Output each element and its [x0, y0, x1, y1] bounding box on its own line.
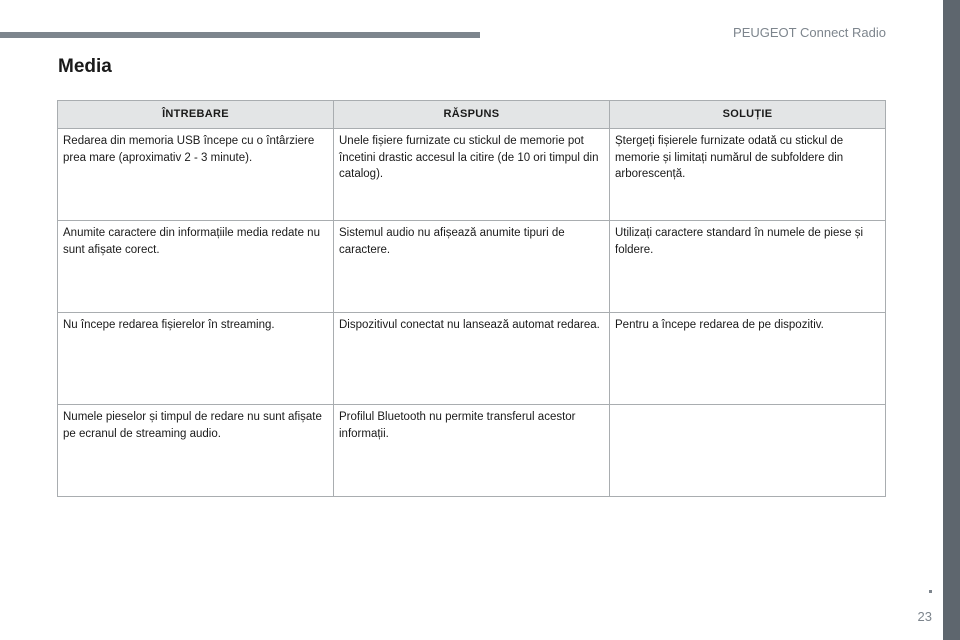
section-title: Media [58, 56, 112, 77]
solution-cell [610, 405, 886, 497]
table-row [58, 313, 886, 405]
header-rule [0, 32, 480, 38]
running-header: PEUGEOT Connect Radio [733, 25, 886, 40]
table-row [58, 405, 886, 497]
column-header-question: ÎNTREBARE [58, 101, 334, 129]
question-cell: Numele pieselor și timpul de redare nu sunt afișate pe ecranul de streaming audio. [58, 405, 334, 497]
troubleshooting-table [57, 100, 886, 497]
solution-cell: Ștergeți fișierele furnizate odată cu stickul de memorie și limitați numărul de subfoldere din arborescență. [610, 129, 886, 221]
question-cell: Nu începe redarea fișierelor în streaming. [58, 313, 334, 405]
table-row [58, 221, 886, 313]
page-number: 23 [917, 609, 932, 624]
question-cell: Anumite caractere din informațiile media redate nu sunt afișate corect. [58, 221, 334, 313]
question-cell: Redarea din memoria USB începe cu o întârziere prea mare (aproximativ 2 - 3 minute). [58, 129, 334, 221]
side-strip [943, 0, 960, 640]
column-header-answer: RĂSPUNS [334, 101, 610, 129]
column-header-solution: SOLUȚIE [610, 101, 886, 129]
answer-cell: Profilul Bluetooth nu permite transferul acestor informații. [334, 405, 610, 497]
answer-cell: Unele fișiere furnizate cu stickul de memorie pot încetini drastic accesul la citire (de 10 ori timpul din catalog). [334, 129, 610, 221]
page-marker [929, 590, 932, 593]
table-row [58, 129, 886, 221]
table-header-row [58, 101, 886, 129]
solution-cell: Utilizați caractere standard în numele de piese și foldere. [610, 221, 886, 313]
answer-cell: Sistemul audio nu afișează anumite tipuri de caractere. [334, 221, 610, 313]
answer-cell: Dispozitivul conectat nu lansează automat redarea. [334, 313, 610, 405]
solution-cell: Pentru a începe redarea de pe dispozitiv. [610, 313, 886, 405]
